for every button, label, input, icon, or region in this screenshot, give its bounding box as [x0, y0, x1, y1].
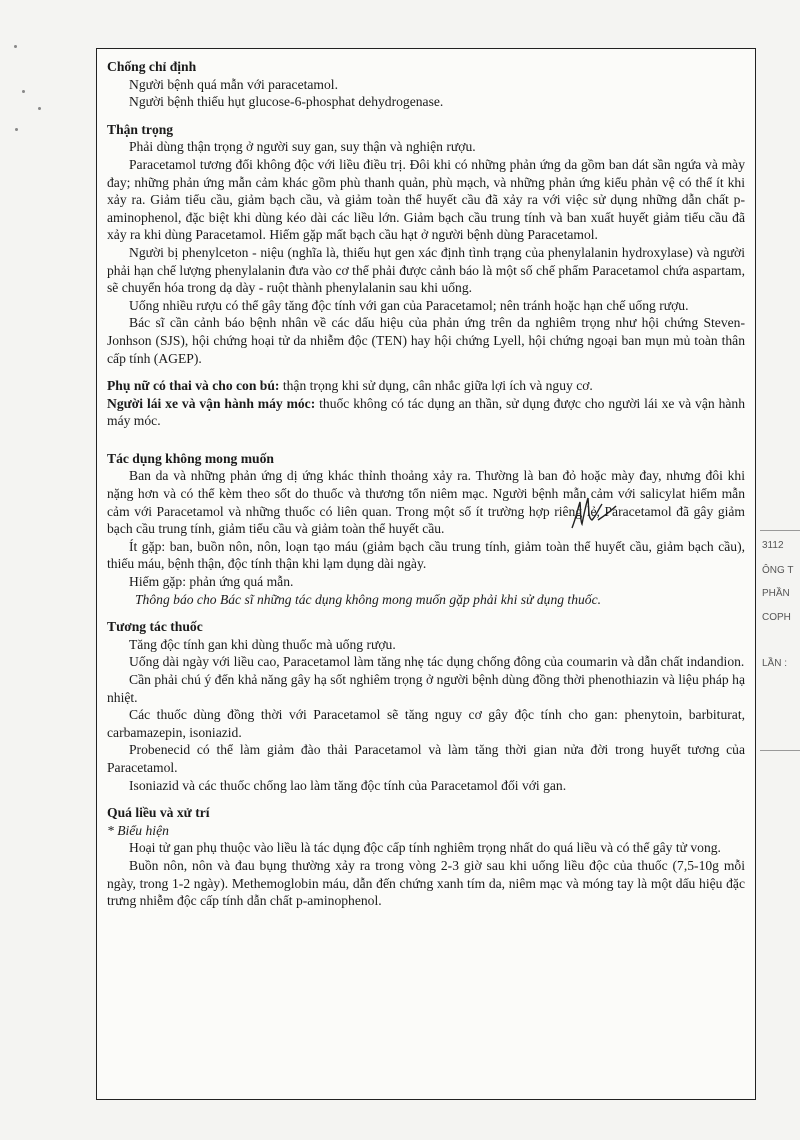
section-heading: Thận trọng — [107, 121, 174, 137]
stamp-border — [760, 750, 800, 751]
side-stamp — [760, 530, 800, 760]
paragraph: Tăng độc tính gan khi dùng thuốc mà uống rượu. — [129, 636, 396, 652]
section-heading: Tương tác thuốc — [107, 619, 203, 635]
stamp-text: ÔNG T — [762, 565, 794, 576]
interactions-section — [107, 618, 745, 794]
paragraph: Ban da và những phản ứng dị ứng khác thỉnh thoảng xảy ra. Thường là ban đỏ hoặc mày đay, nhưng đôi khi nặng hơn và có thể kèm theo sốt do thuốc và thương tổn niêm mạc. Người bệnh mẫn cảm với salicylat hiếm mẫn cảm với Paracetamol và những thuốc có liên quan. Trong một số ít trường hợp riêng lẻ, Paracetamol đã gây giảm bạch cầu trung tính, giảm tiểu cầu và giảm toàn thể huyết cầu. — [107, 468, 745, 537]
stamp-text: COPH — [762, 612, 791, 623]
paragraph: Người bệnh thiếu hụt glucose-6-phosphat dehydrogenase. — [129, 94, 444, 110]
side-effects-section — [107, 450, 745, 608]
handwritten-signature — [568, 490, 618, 532]
stamp-text: 3112 — [762, 540, 784, 551]
scan-speck — [15, 128, 18, 131]
overdose-section — [107, 804, 745, 910]
section-heading: Quá liều và xử trí — [107, 805, 210, 821]
stamp-text: LẦN : — [762, 658, 788, 669]
paragraph: Cần phải chú ý đến khả năng gây hạ sốt nghiêm trọng ở người bệnh dùng đồng thời phenothiazin và liệu pháp hạ nhiệt. — [107, 672, 745, 705]
pregnancy-paragraph — [107, 377, 745, 395]
paragraph: Phải dùng thận trọng ở người suy gan, suy thận và nghiện rượu. — [129, 139, 476, 155]
driving-paragraph — [107, 395, 745, 430]
paragraph: Người bị phenylceton - niệu (nghĩa là, thiếu hụt gen xác định tình trạng của phenylalanin hydroxylase) và người phải hạn chế lượng phenylalanin đưa vào cơ thể phải được cảnh báo là một số chế phẩm Paracetamol chứa aspartam, sẽ chuyển hóa trong dạ dày - ruột thành phenylalanin sau khi uống. — [107, 244, 745, 296]
leaflet-page — [96, 48, 756, 1100]
paragraph: Uống nhiều rượu có thể gây tăng độc tính với gan của Paracetamol; nên tránh hoặc hạn chế uống rượu. — [129, 297, 689, 313]
stamp-border — [760, 530, 800, 531]
paragraph: Probenecid có thể làm giảm đào thải Paracetamol và làm tăng thời gian nửa đời trong huyết tương của Paracetamol. — [107, 742, 745, 775]
paragraph: Ít gặp: ban, buồn nôn, nôn, loạn tạo máu (giảm bạch cầu trung tính, giảm toàn thể huyết cầu, giảm bạch cầu), thiếu máu, bệnh thận, độc tính thận khi lạm dụng dài ngày. — [107, 538, 745, 572]
pregnancy-driving-section — [107, 377, 745, 430]
paragraph: Buồn nôn, nôn và đau bụng thường xảy ra trong vòng 2-3 giờ sau khi uống liều độc của thuốc (7,5-10g mỗi ngày, trong 1-2 ngày). Methemoglobin máu, dẫn đến chứng xanh tím da, niêm mạc và móng tay là một dấu hiệu đặc trưng nhiễm độc cấp tính dẫn chất p-aminophenol. — [107, 857, 745, 909]
paragraph: Uống dài ngày với liều cao, Paracetamol làm tăng nhẹ tác dụng chống đông của coumarin và dẫn chất indandion. — [129, 654, 745, 670]
paragraph: Isoniazid và các thuốc chống lao làm tăng độc tính của Paracetamol đối với gan. — [129, 777, 567, 793]
driving-text: thuốc không có tác dụng an thần, sử dụng được cho người lái xe và vận hành máy móc. — [107, 395, 745, 429]
driving-label: Người lái xe và vận hành máy móc: — [107, 395, 316, 411]
contraindications-section — [107, 58, 745, 111]
scan-speck — [22, 90, 25, 93]
stamp-text: PHẦN — [762, 588, 790, 599]
paragraph: Người bệnh quá mẫn với paracetamol. — [129, 76, 338, 92]
section-heading: Chống chỉ định — [107, 59, 197, 74]
paragraph: Hiếm gặp: phản ứng quá mẫn. — [129, 574, 294, 590]
scan-speck — [14, 45, 17, 48]
scan-speck — [38, 107, 41, 110]
precautions-section — [107, 121, 745, 367]
paragraph: Các thuốc dùng đồng thời với Paracetamol sẽ tăng nguy cơ gây độc tính cho gan: phenytoin, barbiturat, carbamazepin, isoniazid. — [107, 707, 745, 740]
paragraph: Bác sĩ cần cảnh báo bệnh nhân về các dấu hiệu của phản ứng trên da nghiêm trọng như hội chứng Steven-Jonhson (SJS), hội chứng hoại tử da nhiễm độc (TEN) hay hội chứng Lyell, hội chứng ngoại ban mụn mủ toàn thân cấp tính (AGEP). — [107, 315, 745, 366]
paragraph: Hoại tử gan phụ thuộc vào liều là tác dụng độc cấp tính nghiêm trọng nhất do quá liều và có thể gây tử vong. — [129, 840, 721, 856]
notice-paragraph: Thông báo cho Bác sĩ những tác dụng không mong muốn gặp phải khi sử dụng thuốc. — [135, 591, 602, 607]
pregnancy-text: thận trọng khi sử dụng, cân nhắc giữa lợi ích và nguy cơ. — [279, 378, 593, 394]
pregnancy-label: Phụ nữ có thai và cho con bú: — [107, 378, 280, 394]
section-heading: Tác dụng không mong muốn — [107, 450, 274, 466]
paragraph: Paracetamol tương đối không độc với liều điều trị. Đôi khi có những phản ứng da gồm ban dát sần ngứa và mày đay; những phản ứng mẫn cảm khác gồm phù thanh quản, phù mạch, và những phản ứng kiểu phản vệ có thể ít khi xảy ra. Giảm tiểu cầu, giảm bạch cầu, và giảm toàn thể huyết cầu đã xảy ra với việc sử dụng những dẫn chất p-aminophenol, đặc biệt khi dùng kéo dài các liều lớn. Giảm bạch cầu trung tính và ban xuất huyết giảm tiểu cầu đã xảy ra khi dùng Paracetamol. Hiếm gặp mất bạch cầu hạt ở người bệnh dùng Paracetamol. — [107, 156, 745, 243]
sub-heading: * Biểu hiện — [107, 822, 169, 838]
